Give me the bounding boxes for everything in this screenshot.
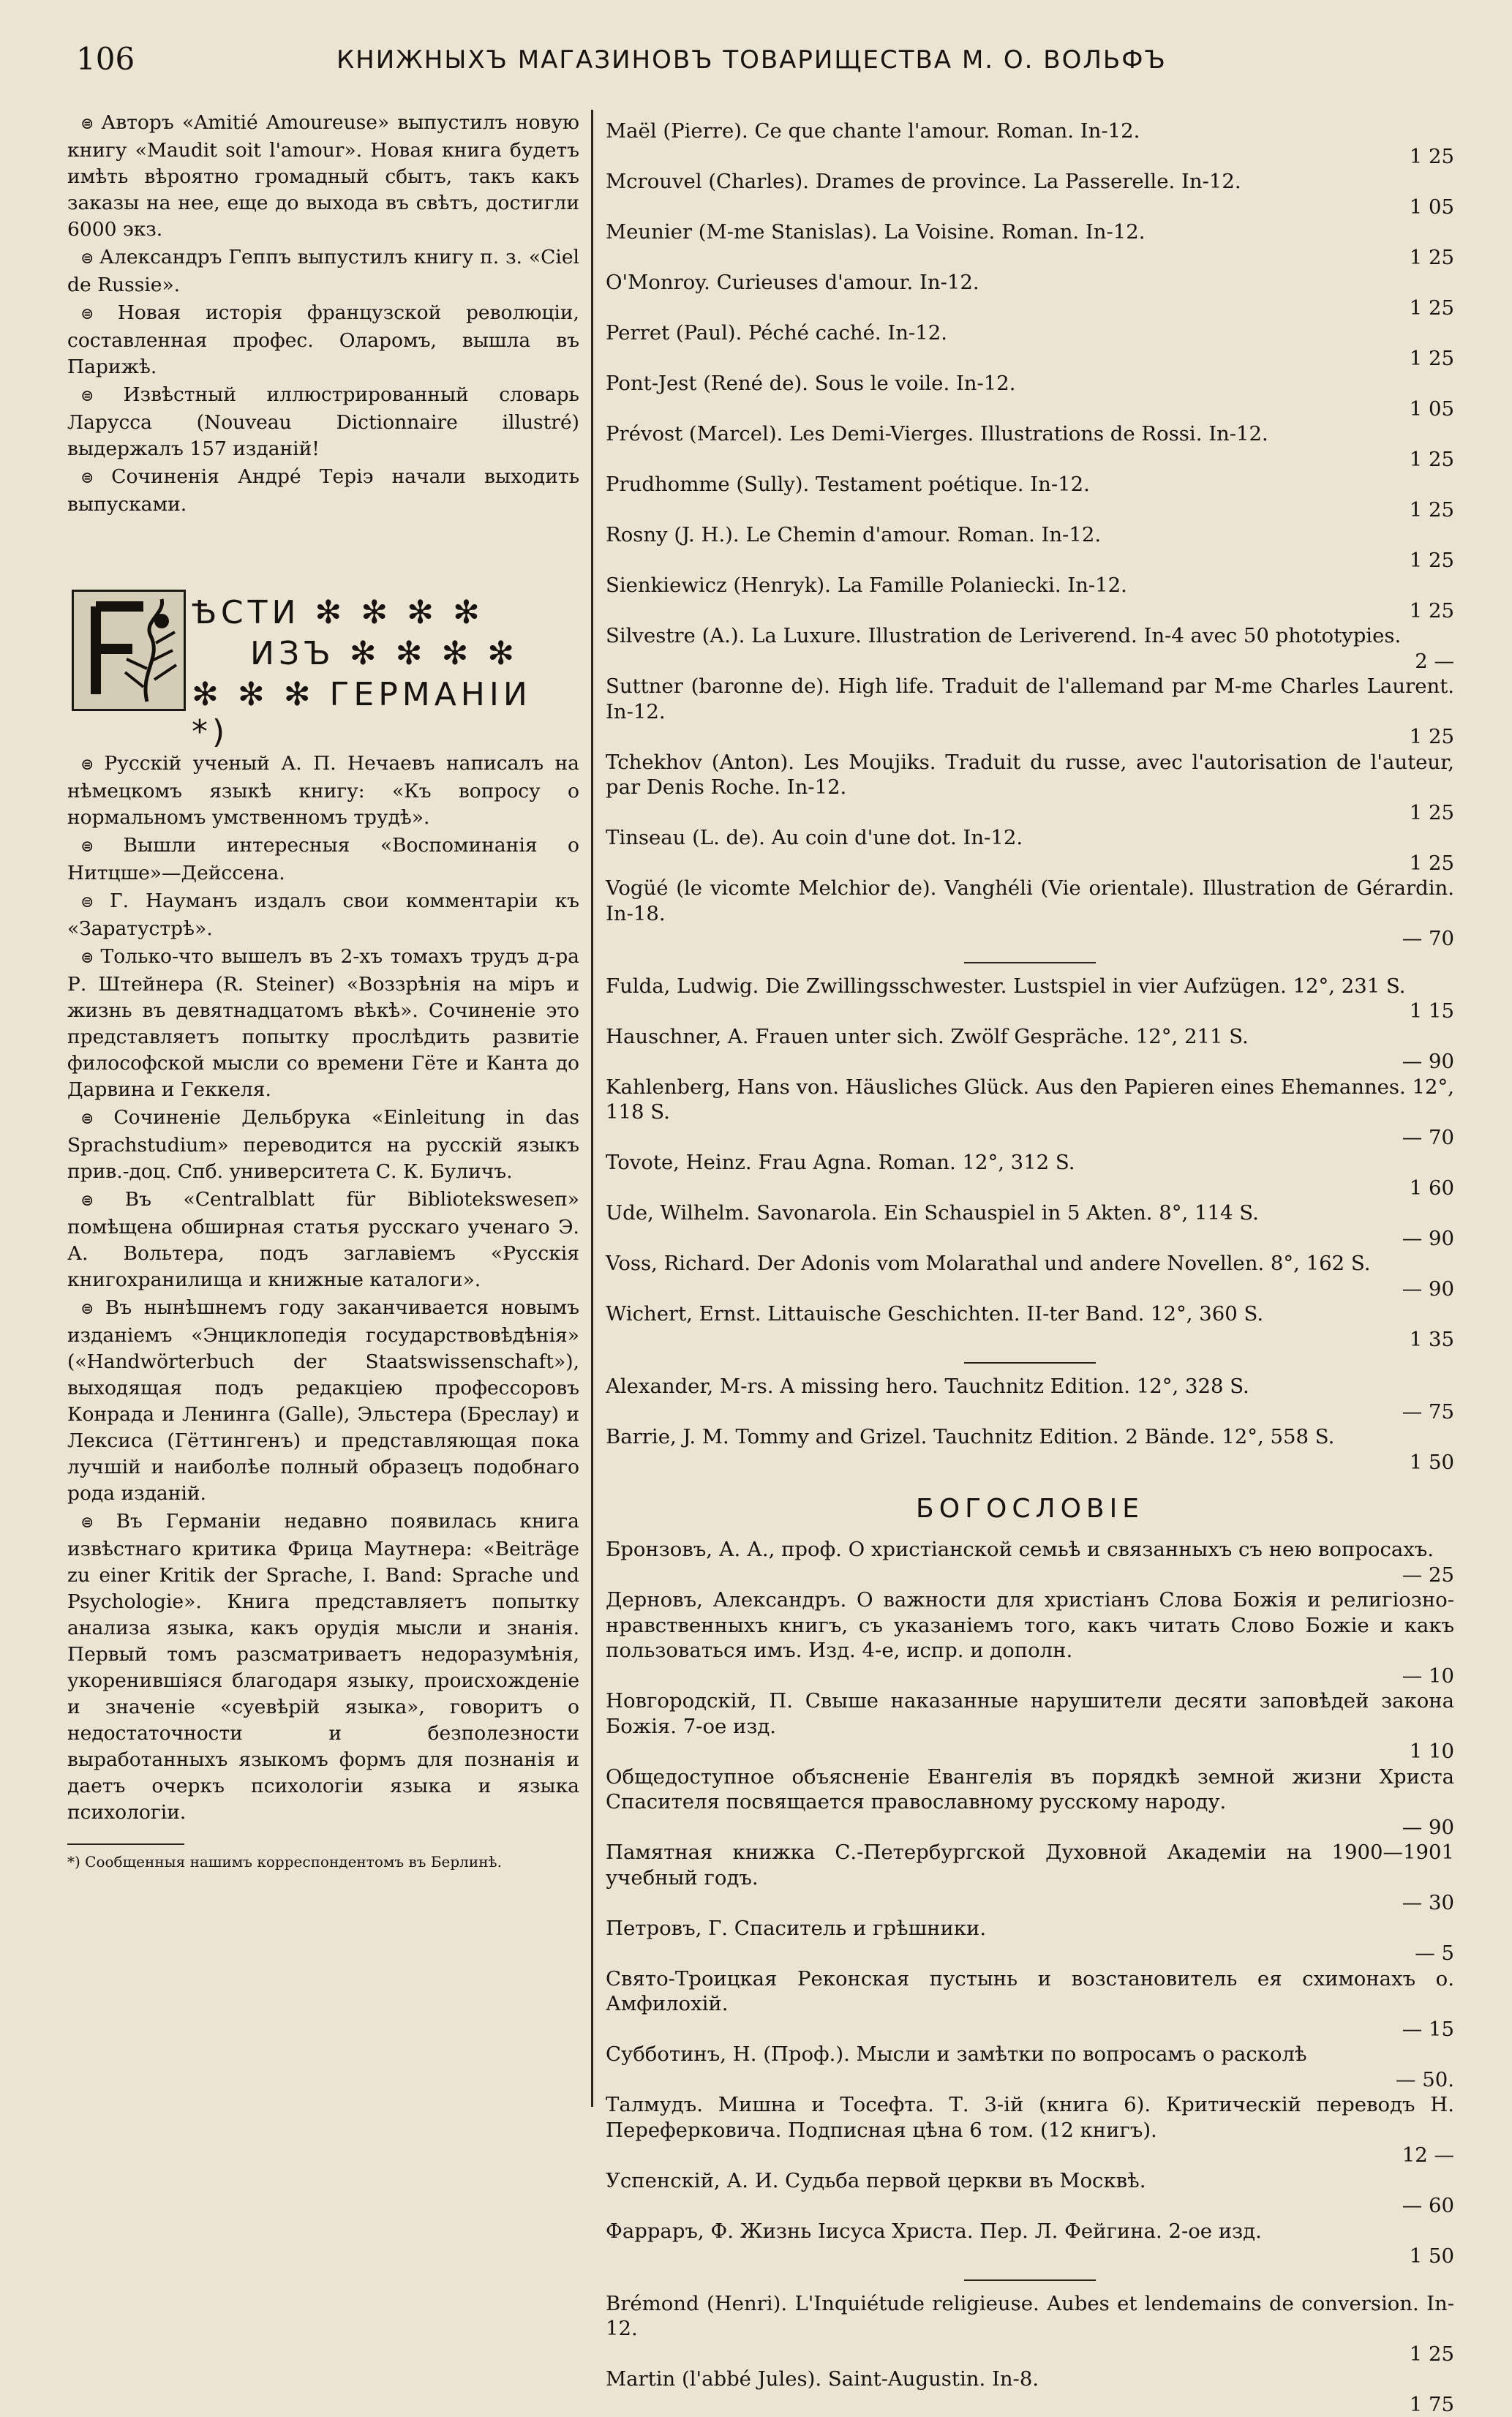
entry-title: Meunier (M-me Stanislas). La Voisine. Roman. In-12. xyxy=(606,219,1454,245)
catalog-entry xyxy=(606,1024,1454,1075)
bullet-icon: ⊜ xyxy=(80,305,118,323)
page-header xyxy=(73,32,1456,83)
entry-price: 1 25 xyxy=(606,548,1454,574)
news-note: ⊜ Вышли интересныя «Воспоминанія о Нитцше»—Дейссена. xyxy=(67,832,579,887)
news-note: ⊜ Въ Германіи недавно появилась книга извѣстнаго критика Фрица Маутнера: «Beiträge zu einer Kritik der Sprache, I. Band: Sprache und Psychologie». Книга представляетъ попытку анализа языка, какъ орудія мысли и знанія. Первый томъ разсматриваетъ недоразумѣнія, укоренившіяся благодаря языку, происхожденіе и значеніе «суевѣрій языка», говоритъ о недостаточности и безполезности выработанныхъ языкомъ формъ для познанія и даетъ очеркъ психологіи языка и языка психологіи. xyxy=(67,1508,579,1826)
catalog-entry xyxy=(606,825,1454,876)
catalog-entry xyxy=(606,371,1454,421)
entry-price: 12 — xyxy=(606,2143,1454,2168)
news-note: ⊜ Новая исторія французской революціи, составленная профес. Оларомъ, вышла въ Парижѣ. xyxy=(67,300,579,380)
entry-title: Mcrouvel (Charles). Drames de province. La Passerelle. In-12. xyxy=(606,169,1454,195)
catalog-entry xyxy=(606,472,1454,522)
catalog-entry xyxy=(606,1840,1454,1916)
entry-title: Успенскій, А. И. Судьба первой церкви въ Москвѣ. xyxy=(606,2168,1454,2194)
entry-price: 1 25 xyxy=(606,245,1454,271)
bullet-icon: ⊜ xyxy=(80,387,124,405)
right-column xyxy=(606,119,1454,2417)
ornamental-initial-icon xyxy=(72,590,186,711)
entry-title: Петровъ, Г. Спаситель и грѣшники. xyxy=(606,1916,1454,1942)
entry-price: 1 25 xyxy=(606,851,1454,876)
germany-news-heading xyxy=(67,590,579,729)
entry-price: — 70 xyxy=(606,926,1454,952)
entry-price: — 30 xyxy=(606,1890,1454,1916)
entry-price: 1 50 xyxy=(606,1450,1454,1476)
entry-title: Kahlenberg, Hans von. Häusliches Glück. Aus den Papieren eines Ehemannes. 12°, 118 S. xyxy=(606,1075,1454,1125)
entry-title: Общедоступное объясненіе Евангелія въ порядкѣ земной жизни Христа Спасителя посвящается православному русскому народу. xyxy=(606,1764,1454,1815)
news-note: ⊜ Въ «Centralblatt für Biblioteksweseп» помѣщена обширная статья русскаго ученаго Э. А. Вольтера, подъ заглавіемъ «Русскія книгохранилища и книжные каталоги». xyxy=(67,1187,579,1293)
entry-price: — 90 xyxy=(606,1277,1454,1302)
entry-title: Бронзовъ, А. А., проф. О христіанской семьѣ и связанныхъ съ нею вопросахъ. xyxy=(606,1537,1454,1563)
catalog-entry xyxy=(606,421,1454,472)
entry-title: Памятная книжка С.-Петербургской Духовной Академіи на 1900—1901 учебный годъ. xyxy=(606,1840,1454,1890)
entry-price: 1 25 xyxy=(606,2342,1454,2367)
entry-price: 1 50 xyxy=(606,2244,1454,2269)
french-theology-books-list xyxy=(606,2291,1454,2417)
catalog-entry xyxy=(606,522,1454,573)
entry-title: Alexander, M-rs. A missing hero. Tauchnitz Edition. 12°, 328 S. xyxy=(606,1374,1454,1399)
theology-books-list xyxy=(606,1537,1454,2269)
catalog-entry xyxy=(606,1537,1454,1587)
entry-title: Sienkiewicz (Henryk). La Famille Polaniecki. In-12. xyxy=(606,573,1454,598)
entry-title: Hauschner, A. Frauen unter sich. Zwölf Gespräche. 12°, 211 S. xyxy=(606,1024,1454,1050)
entry-title: Suttner (baronne de). High life. Traduit de l'allemand par M-me Charles Laurent. In-12. xyxy=(606,674,1454,724)
entry-price: 1 25 xyxy=(606,447,1454,473)
catalog-entry xyxy=(606,1075,1454,1151)
entry-title: Талмудъ. Мишна и Тосефта. Т. 3-ій (книга 6). Критическій переводъ Н. Переферковича. Подписная цѣна 6 том. (12 книгъ). xyxy=(606,2092,1454,2143)
entry-title: Субботинъ, Н. (Проф.). Мысли и замѣтки по вопросамъ о расколѣ xyxy=(606,2042,1454,2067)
bullet-icon: ⊜ xyxy=(80,756,104,774)
bullet-icon: ⊜ xyxy=(80,893,110,911)
germany-notes xyxy=(67,751,579,1826)
entry-title: Wichert, Ernst. Littauische Geschichten. II-ter Band. 12°, 360 S. xyxy=(606,1301,1454,1327)
entry-title: Silvestre (A.). La Luxure. Illustration de Leriverend. In-4 avec 50 phototypies. xyxy=(606,623,1454,649)
news-note: ⊜ Русскій ученый А. П. Нечаевъ написалъ на нѣмецкомъ языкѣ книгу: «Къ вопросу о нормальномъ умственномъ трудѣ». xyxy=(67,751,579,831)
bullet-icon: ⊜ xyxy=(80,1192,125,1210)
entry-price: — 50. xyxy=(606,2067,1454,2093)
entry-price: 1 35 xyxy=(606,1327,1454,1353)
catalog-entry xyxy=(606,573,1454,623)
entry-title: Свято-Троицкая Реконская пустынь и возстановитель ея схимонахъ о. Амфилохій. xyxy=(606,1966,1454,2017)
footnote-rule xyxy=(67,1843,184,1845)
entry-price: 1 25 xyxy=(606,497,1454,523)
entry-title: Дерновъ, Александръ. О важности для христіанъ Слова Божія и религіозно-нравственныхъ книгъ, съ указаніемъ того, какъ читать Слово Божіе и какъ пользоваться имъ. Изд. 4-е, испр. и дополн. xyxy=(606,1587,1454,1664)
entry-price: 1 60 xyxy=(606,1176,1454,1201)
bullet-icon: ⊜ xyxy=(80,1514,116,1532)
catalog-entry xyxy=(606,219,1454,270)
entry-title: Фарраръ, Ф. Жизнь Іисуса Христа. Пер. Л. Фейгина. 2-ое изд. xyxy=(606,2219,1454,2244)
page-number: 106 xyxy=(76,41,135,77)
section-separator xyxy=(964,962,1096,963)
catalog-entry xyxy=(606,750,1454,826)
bullet-icon: ⊜ xyxy=(80,115,101,133)
entry-price: 1 10 xyxy=(606,1739,1454,1764)
catalog-entry xyxy=(606,2367,1454,2417)
bullet-icon: ⊜ xyxy=(80,949,101,967)
entry-price: — 90 xyxy=(606,1049,1454,1075)
entry-title: Tinseau (L. de). Au coin d'une dot. In-12. xyxy=(606,825,1454,851)
catalog-entry xyxy=(606,876,1454,952)
entry-price: 2 — xyxy=(606,649,1454,674)
column-divider xyxy=(591,110,593,2107)
entry-title: Pont-Jest (René de). Sous le voile. In-12. xyxy=(606,371,1454,396)
bullet-icon: ⊜ xyxy=(80,469,111,487)
news-note: ⊜ Извѣстный иллюстрированный словарь Ларусса (Nouveau Dictionnaire illustré) выдержалъ 157 изданій! xyxy=(67,382,579,462)
entry-title: Voss, Richard. Der Adonis vom Molarathal und andere Novellen. 8°, 162 S. xyxy=(606,1251,1454,1277)
catalog-entry xyxy=(606,270,1454,320)
news-note: ⊜ Сочиненіе Дельбрука «Einleitung in das Sprachstudium» переводится на русскій языкъ прив.-доц. Спб. университета С. К. Буличъ. xyxy=(67,1105,579,1185)
footnote: *) Сообщенныя нашимъ корреспондентомъ въ Берлинѣ. xyxy=(67,1851,579,1873)
french-books-list xyxy=(606,119,1454,952)
news-note: ⊜ Только-что вышелъ въ 2-хъ томахъ трудъ д-ра Р. Штейнера (R. Steiner) «Воззрѣнія на міръ и жизнь въ девятнадцатомъ вѣкѣ». Сочиненіе это представляетъ попытку прослѣдить развитіе философской мысли со времени Гёте и Канта до Дарвина и Геккеля. xyxy=(67,944,579,1103)
entry-title: O'Monroy. Curieuses d'amour. In-12. xyxy=(606,270,1454,296)
catalog-entry xyxy=(606,1150,1454,1200)
catalog-entry xyxy=(606,1966,1454,2042)
bullet-icon: ⊜ xyxy=(80,249,99,268)
catalog-entry xyxy=(606,2092,1454,2168)
bullet-icon: ⊜ xyxy=(80,1300,105,1318)
entry-price: — 70 xyxy=(606,1125,1454,1151)
entry-title: Martin (l'abbé Jules). Saint-Augustin. In-8. xyxy=(606,2367,1454,2392)
entry-title: Tovote, Heinz. Frau Agna. Roman. 12°, 312 S. xyxy=(606,1150,1454,1176)
catalog-entry xyxy=(606,1916,1454,1966)
catalog-entry xyxy=(606,169,1454,219)
entry-price: 1 05 xyxy=(606,396,1454,422)
news-note: ⊜ Г. Науманъ издалъ свои комментаріи къ «Заратустрѣ». xyxy=(67,888,579,942)
catalog-entry xyxy=(606,1424,1454,1475)
entry-price: — 90 xyxy=(606,1815,1454,1841)
entry-title: Rosny (J. H.). Le Chemin d'amour. Roman. In-12. xyxy=(606,522,1454,548)
catalog-entry xyxy=(606,2219,1454,2269)
entry-price: — 10 xyxy=(606,1664,1454,1689)
entry-price: 1 75 xyxy=(606,2392,1454,2417)
section-separator xyxy=(964,2279,1096,2281)
entry-price: — 60 xyxy=(606,2193,1454,2219)
entry-title: Prudhomme (Sully). Testament poétique. In-12. xyxy=(606,472,1454,497)
catalog-entry xyxy=(606,1301,1454,1352)
catalog-entry xyxy=(606,674,1454,750)
entry-price: 1 25 xyxy=(606,346,1454,372)
entry-title: Vogüé (le vicomte Melchior de). Vanghéli (Vie orientale). Illustration de Gérardin. In-18. xyxy=(606,876,1454,926)
catalog-entry xyxy=(606,1200,1454,1251)
entry-price: 1 25 xyxy=(606,296,1454,321)
catalog-entry xyxy=(606,2291,1454,2367)
entry-price: 1 25 xyxy=(606,800,1454,826)
catalog-entry xyxy=(606,623,1454,674)
heading-line-3: ✻ ✻ ✻ ГЕРМАНІИ *) xyxy=(192,676,579,751)
entry-price: — 15 xyxy=(606,2017,1454,2042)
entry-price: — 90 xyxy=(606,1226,1454,1252)
catalog-entry xyxy=(606,2168,1454,2219)
entry-title: Новгородскій, П. Свыше наказанные нарушители десяти заповѣдей закона Божія. 7-ое изд. xyxy=(606,1688,1454,1739)
catalog-entry xyxy=(606,320,1454,371)
entry-price: 1 05 xyxy=(606,195,1454,220)
entry-title: Perret (Paul). Péché caché. In-12. xyxy=(606,320,1454,346)
entry-title: Prévost (Marcel). Les Demi-Vierges. Illustrations de Rossi. In-12. xyxy=(606,421,1454,447)
running-title: КНИЖНЫХЪ МАГАЗИНОВЪ ТОВАРИЩЕСТВА М. О. ВОЛЬФЪ xyxy=(336,45,1167,75)
section-title: БОГОСЛОВІЕ xyxy=(606,1494,1454,1524)
news-note: ⊜ Въ нынѣшнемъ году заканчивается новымъ изданіемъ «Энциклопедія государствовѣдѣнія» («Handwörterbuch der Staatswissenschaft»), выходящая подъ редакціею профессоровъ Конрада и Ленинга (Galle), Эльстера (Бреслау) и Лексиса (Гёттингенъ) и представляющая пока лучшій и наиболѣе полный образецъ подобнаго рода изданій. xyxy=(67,1295,579,1507)
entry-price: 1 25 xyxy=(606,724,1454,750)
entry-title: Maël (Pierre). Ce que chante l'amour. Roman. In-12. xyxy=(606,119,1454,144)
catalog-entry xyxy=(606,974,1454,1024)
news-note: ⊜ Авторъ «Amitié Amoureuse» выпустилъ новую книгу «Maudit soit l'amour». Новая книга будетъ имѣть вѣроятно громадный сбытъ, такъ какъ заказы на нее, еще до выхода въ свѣтъ, достигли 6000 экз. xyxy=(67,110,579,243)
catalog-entry xyxy=(606,119,1454,169)
bullet-icon: ⊜ xyxy=(80,1110,113,1128)
news-note: ⊜ Сочиненія Андрé Теріэ начали выходить выпусками. xyxy=(67,464,579,518)
entry-title: Fulda, Ludwig. Die Zwillingsschwester. Lustspiel in vier Aufzügen. 12°, 231 S. xyxy=(606,974,1454,999)
entry-title: Ude, Wilhelm. Savonarola. Ein Schauspiel in 5 Akten. 8°, 114 S. xyxy=(606,1200,1454,1226)
entry-title: Tchekhov (Anton). Les Moujiks. Traduit du russe, avec l'autorisation de l'auteur, par Denis Roche. In-12. xyxy=(606,750,1454,800)
section-separator xyxy=(964,1362,1096,1364)
bullet-icon: ⊜ xyxy=(80,838,124,856)
entry-price: 1 25 xyxy=(606,598,1454,624)
entry-price: — 25 xyxy=(606,1563,1454,1588)
left-column xyxy=(67,110,579,1873)
entry-price: 1 15 xyxy=(606,999,1454,1024)
heading-line-2: ИЗЪ ✻ ✻ ✻ ✻ xyxy=(250,635,519,672)
entry-title: Barrie, J. M. Tommy and Grizel. Tauchnitz Edition. 2 Bände. 12°, 558 S. xyxy=(606,1424,1454,1450)
catalog-entry xyxy=(606,1374,1454,1424)
news-notes xyxy=(67,110,579,518)
catalog-entry xyxy=(606,1251,1454,1301)
heading-line-1: ѢСТИ ✻ ✻ ✻ ✻ xyxy=(192,594,484,631)
entry-price: — 5 xyxy=(606,1941,1454,1966)
catalog-entry xyxy=(606,1688,1454,1764)
news-note: ⊜ Александръ Геппъ выпустилъ книгу п. з. «Ciel de Russie». xyxy=(67,244,579,298)
entry-price: 1 25 xyxy=(606,144,1454,170)
entry-title: Brémond (Henri). L'Inquiétude religieuse. Aubes et lendemains de conversion. In-12. xyxy=(606,2291,1454,2342)
english-books-list xyxy=(606,1374,1454,1475)
german-books-list xyxy=(606,974,1454,1353)
catalog-entry xyxy=(606,1764,1454,1841)
entry-price: — 75 xyxy=(606,1399,1454,1425)
catalog-entry xyxy=(606,1587,1454,1688)
catalog-entry xyxy=(606,2042,1454,2092)
